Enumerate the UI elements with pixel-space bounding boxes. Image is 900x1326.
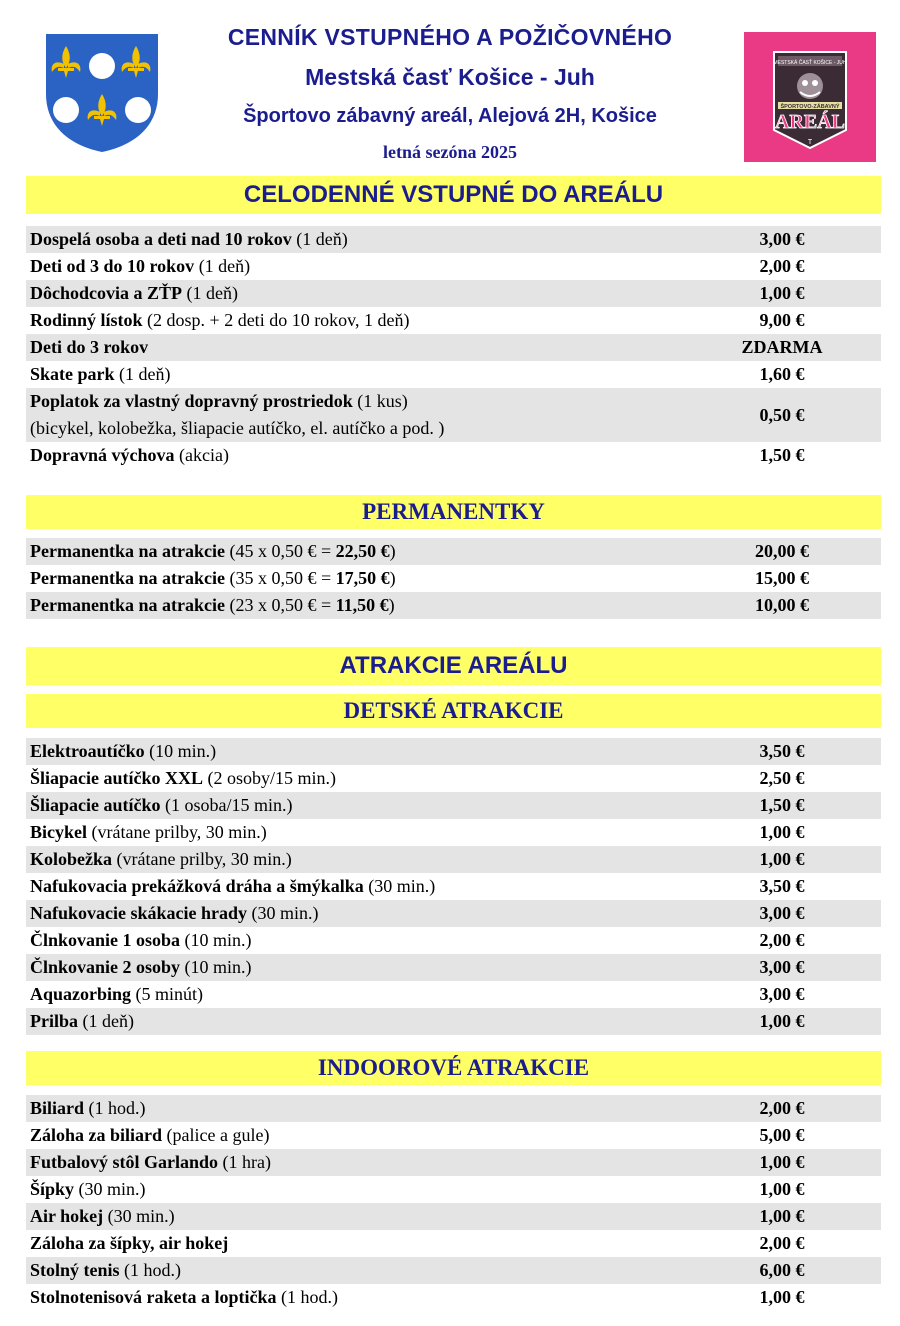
item-note: (2 dosp. + 2 deti do 10 rokov, 1 deň) bbox=[142, 310, 410, 330]
item-description bbox=[30, 1122, 269, 1149]
item-note: (35 x 0,50 € = bbox=[224, 568, 336, 588]
item-description bbox=[30, 442, 229, 469]
item-name: Dospelá osoba a deti nad 10 rokov bbox=[30, 229, 292, 249]
item-description bbox=[30, 927, 252, 954]
item-note: (10 min.) bbox=[144, 741, 217, 761]
item-note: (45 x 0,50 € = bbox=[224, 541, 336, 561]
price-row bbox=[26, 442, 881, 469]
item-price: 3,00 € bbox=[759, 984, 805, 1004]
item-description bbox=[30, 361, 171, 388]
price-row bbox=[26, 792, 881, 819]
item-note: (10 min.) bbox=[180, 930, 252, 950]
item-note: (1 deň) bbox=[114, 364, 171, 384]
item-note: (30 min.) bbox=[363, 876, 436, 896]
indoor-price-table bbox=[26, 1095, 881, 1311]
price-row bbox=[26, 280, 881, 307]
item-price: 1,00 € bbox=[759, 1152, 805, 1172]
item-description bbox=[30, 738, 216, 765]
price-row bbox=[26, 592, 881, 619]
item-name: Kolobežka bbox=[30, 849, 113, 869]
item-name: Prilba bbox=[30, 1011, 78, 1031]
item-price: 1,00 € bbox=[759, 283, 805, 303]
item-description bbox=[30, 873, 435, 900]
item-name: Skate park bbox=[30, 364, 115, 384]
item-price: 1,60 € bbox=[759, 364, 805, 384]
price-row bbox=[26, 1230, 881, 1257]
price-row bbox=[26, 981, 881, 1008]
item-price: 1,00 € bbox=[759, 1206, 805, 1226]
item-description bbox=[30, 1176, 146, 1203]
item-note-close: ) bbox=[389, 568, 396, 588]
item-name: Bicykel bbox=[30, 822, 87, 842]
item-name: Záloha za šípky, air hokej bbox=[30, 1233, 229, 1253]
item-price: 1,00 € bbox=[759, 1179, 805, 1199]
district-name: Mestská časť Košice - Juh bbox=[305, 64, 595, 90]
item-name: Člnkovanie 2 osoby bbox=[30, 957, 181, 977]
svg-text:T: T bbox=[807, 139, 813, 146]
item-name: Poplatok za vlastný dopravný prostriedok bbox=[30, 391, 353, 411]
section-attractions-title: ATRAKCIE AREÁLU bbox=[26, 647, 881, 685]
item-description bbox=[30, 1203, 175, 1230]
price-list-header bbox=[0, 0, 900, 175]
item-price: 2,50 € bbox=[759, 768, 805, 788]
item-description bbox=[30, 226, 348, 253]
item-price: 2,00 € bbox=[759, 256, 805, 276]
section-kids-title: DETSKÉ ATRAKCIE bbox=[26, 694, 881, 728]
logo-top-text: MESTSKÁ ČASŤ KOŠICE - JUH bbox=[773, 60, 847, 66]
item-note: (1 osoba/15 min.) bbox=[160, 795, 293, 815]
price-row bbox=[26, 1257, 881, 1284]
logo-text: AREÁL bbox=[774, 111, 846, 133]
item-name: Dopravná výchova bbox=[30, 445, 175, 465]
item-name: Šípky bbox=[30, 1179, 75, 1199]
item-name: Stolnotenisová raketa a loptička bbox=[30, 1287, 277, 1307]
item-description bbox=[30, 1230, 228, 1257]
item-price: 5,00 € bbox=[759, 1125, 805, 1145]
item-price: 1,00 € bbox=[759, 1287, 805, 1307]
kids-price-table bbox=[26, 738, 881, 1035]
item-description bbox=[30, 846, 292, 873]
item-price: 6,00 € bbox=[759, 1260, 805, 1280]
item-note-close: ) bbox=[388, 595, 395, 615]
areal-logo bbox=[744, 32, 876, 162]
item-description bbox=[30, 307, 410, 334]
item-note: (1 deň) bbox=[291, 229, 348, 249]
item-price: 20,00 € bbox=[755, 541, 809, 561]
price-row bbox=[26, 1203, 881, 1230]
item-price: 0,50 € bbox=[759, 405, 805, 425]
item-description bbox=[30, 765, 336, 792]
logo-subtext: ŠPORTOVO-ZÁBAVNÝ bbox=[780, 104, 840, 110]
item-description bbox=[30, 1149, 271, 1176]
item-name: Dôchodcovia a ZŤP bbox=[30, 283, 183, 303]
item-note: (30 min.) bbox=[103, 1206, 175, 1226]
item-name: Nafukovacia prekážková dráha a šmýkalka bbox=[30, 876, 364, 896]
section-passes-title: PERMANENTKY bbox=[26, 495, 881, 529]
item-price: 3,50 € bbox=[759, 876, 805, 896]
item-note: (1 deň) bbox=[182, 283, 238, 303]
item-description bbox=[30, 565, 396, 592]
price-row bbox=[26, 1095, 881, 1122]
item-note: (1 kus) bbox=[352, 391, 408, 411]
season-label: letná sezóna 2025 bbox=[383, 142, 517, 162]
item-price: 3,00 € bbox=[759, 957, 805, 977]
price-row bbox=[26, 538, 881, 565]
item-note-bold: 22,50 € bbox=[335, 541, 390, 561]
kosice-juh-coat-of-arms-icon bbox=[44, 32, 160, 154]
item-price: 3,00 € bbox=[759, 229, 805, 249]
item-price: 15,00 € bbox=[755, 568, 809, 588]
item-name: Deti od 3 do 10 rokov bbox=[30, 256, 195, 276]
item-note: (1 deň) bbox=[194, 256, 251, 276]
item-name: Air hokej bbox=[30, 1206, 104, 1226]
item-description bbox=[30, 1095, 146, 1122]
item-price: ZDARMA bbox=[741, 337, 823, 357]
item-name: Aquazorbing bbox=[30, 984, 132, 1004]
item-description bbox=[30, 388, 444, 442]
item-name: Biliard bbox=[30, 1098, 85, 1118]
item-price: 1,00 € bbox=[759, 822, 805, 842]
price-row bbox=[26, 954, 881, 981]
price-row bbox=[26, 334, 881, 361]
price-row bbox=[26, 226, 881, 253]
item-note: (akcia) bbox=[174, 445, 229, 465]
item-name: Stolný tenis bbox=[30, 1260, 120, 1280]
item-description bbox=[30, 954, 252, 981]
item-description bbox=[30, 1257, 181, 1284]
item-note: (23 x 0,50 € = bbox=[224, 595, 336, 615]
item-price: 1,00 € bbox=[759, 1011, 805, 1031]
item-note: (30 min.) bbox=[247, 903, 319, 923]
item-name: Šliapacie autíčko XXL bbox=[30, 768, 204, 788]
section-entry-title: CELODENNÉ VSTUPNÉ DO AREÁLU bbox=[26, 176, 881, 214]
price-row bbox=[26, 388, 881, 442]
item-description bbox=[30, 1008, 134, 1035]
item-note: (10 min.) bbox=[180, 957, 252, 977]
item-description bbox=[30, 981, 203, 1008]
venue-address: Športovo zábavný areál, Alejová 2H, Košice bbox=[243, 105, 657, 127]
item-note-bold: 11,50 € bbox=[335, 595, 389, 615]
item-name: Permanentka na atrakcie bbox=[30, 541, 225, 561]
item-price: 2,00 € bbox=[759, 1233, 805, 1253]
item-price: 1,50 € bbox=[759, 795, 805, 815]
item-name: Člnkovanie 1 osoba bbox=[30, 930, 181, 950]
item-description bbox=[30, 538, 396, 565]
item-name: Futbalový stôl Garlando bbox=[30, 1152, 219, 1172]
price-row bbox=[26, 765, 881, 792]
item-price: 9,00 € bbox=[759, 310, 805, 330]
item-note: (30 min.) bbox=[74, 1179, 146, 1199]
item-description bbox=[30, 253, 250, 280]
areal-logo-badge-icon bbox=[744, 32, 876, 162]
price-row bbox=[26, 565, 881, 592]
item-description bbox=[30, 900, 319, 927]
price-list-title: CENNÍK VSTUPNÉHO A POŽIČOVNÉHO bbox=[227, 24, 673, 50]
item-note-close: ) bbox=[389, 541, 396, 561]
item-description bbox=[30, 592, 395, 619]
item-name: Nafukovacie skákacie hrady bbox=[30, 903, 248, 923]
item-name: Elektroautíčko bbox=[30, 741, 145, 761]
price-row bbox=[26, 819, 881, 846]
item-price: 2,00 € bbox=[759, 930, 805, 950]
price-row bbox=[26, 253, 881, 280]
item-price: 1,50 € bbox=[759, 445, 805, 465]
section-indoor-title: INDOOROVÉ ATRAKCIE bbox=[26, 1051, 881, 1085]
passes-price-table bbox=[26, 538, 881, 619]
item-note: (1 deň) bbox=[78, 1011, 134, 1031]
item-note-bold: 17,50 € bbox=[335, 568, 390, 588]
price-row bbox=[26, 361, 881, 388]
item-price: 2,00 € bbox=[759, 1098, 805, 1118]
price-row bbox=[26, 738, 881, 765]
item-name: Deti do 3 rokov bbox=[30, 337, 149, 357]
item-description bbox=[30, 334, 148, 361]
item-note: (1 hod.) bbox=[84, 1098, 146, 1118]
item-name: Permanentka na atrakcie bbox=[30, 568, 225, 588]
price-row bbox=[26, 1008, 881, 1035]
item-price: 10,00 € bbox=[755, 595, 809, 615]
price-row bbox=[26, 307, 881, 334]
item-price: 3,50 € bbox=[759, 741, 805, 761]
price-row bbox=[26, 1284, 881, 1311]
item-note: (1 hra) bbox=[218, 1152, 272, 1172]
item-price: 3,00 € bbox=[759, 903, 805, 923]
price-row bbox=[26, 927, 881, 954]
item-note: (2 osoby/15 min.) bbox=[203, 768, 337, 788]
item-note: (1 hod.) bbox=[119, 1260, 182, 1280]
price-row bbox=[26, 1149, 881, 1176]
price-row bbox=[26, 873, 881, 900]
item-price: 1,00 € bbox=[759, 849, 805, 869]
item-note: (vrátane prilby, 30 min.) bbox=[87, 822, 267, 842]
item-name: Záloha za biliard bbox=[30, 1125, 163, 1145]
price-row bbox=[26, 900, 881, 927]
price-row bbox=[26, 1122, 881, 1149]
price-row bbox=[26, 846, 881, 873]
entry-price-table bbox=[26, 226, 881, 469]
item-description bbox=[30, 792, 293, 819]
item-note: (vrátane prilby, 30 min.) bbox=[112, 849, 292, 869]
item-description bbox=[30, 819, 267, 846]
item-note: (5 minút) bbox=[131, 984, 204, 1004]
item-name: Rodinný lístok bbox=[30, 310, 143, 330]
item-note: (palice a gule) bbox=[162, 1125, 270, 1145]
item-note-second-line: (bicykel, kolobežka, šliapacie autíčko, el. autíčko a pod. ) bbox=[30, 418, 445, 438]
item-note: (1 hod.) bbox=[276, 1287, 339, 1307]
item-description bbox=[30, 280, 238, 307]
price-row bbox=[26, 1176, 881, 1203]
item-name: Šliapacie autíčko bbox=[30, 795, 161, 815]
item-description bbox=[30, 1284, 338, 1311]
item-name: Permanentka na atrakcie bbox=[30, 595, 225, 615]
